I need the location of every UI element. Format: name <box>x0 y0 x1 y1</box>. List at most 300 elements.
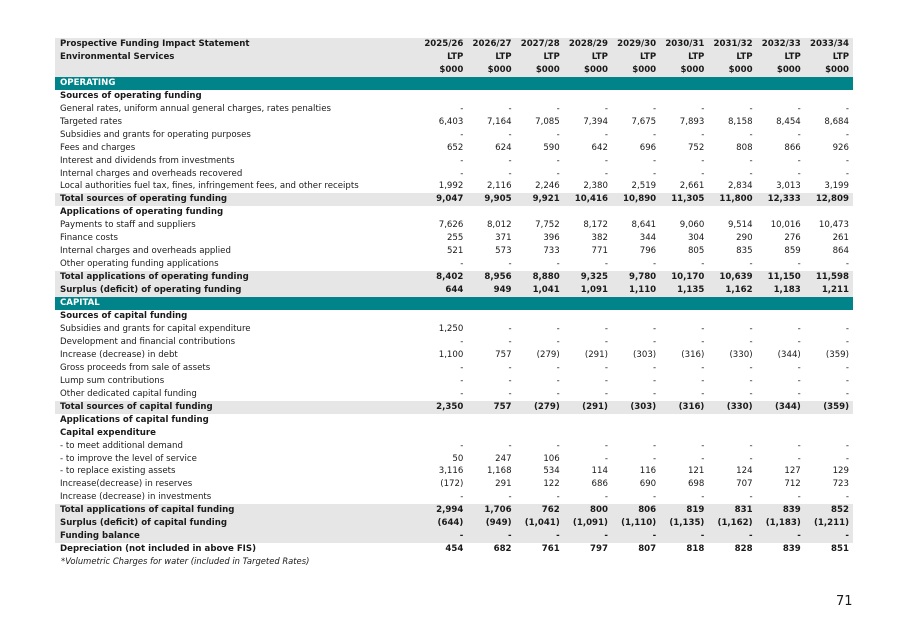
cell-value: - <box>556 129 560 140</box>
cell-value: - <box>508 129 512 140</box>
row-label: Other dedicated capital funding <box>60 388 197 399</box>
cell-value: - <box>845 440 849 451</box>
cell-value <box>660 414 708 427</box>
cell-value: 2,834 <box>727 181 753 192</box>
table-row <box>55 155 853 168</box>
cell-value: - <box>797 388 801 399</box>
cell-value <box>419 310 467 323</box>
row-label: Total sources of operating funding <box>55 193 419 206</box>
year-header: 2033/34 <box>805 38 853 51</box>
cell-value: - <box>604 259 608 270</box>
header-row-units <box>55 64 853 77</box>
cell-value <box>660 310 708 323</box>
cell-value: 9,514 <box>727 220 753 231</box>
row-label: Gross proceeds from sale of assets <box>60 362 211 373</box>
table-row <box>55 180 853 193</box>
cell-value: - <box>460 362 464 373</box>
cell-value: - <box>604 440 608 451</box>
cell-value: - <box>749 129 753 140</box>
cell-value: - <box>508 103 512 114</box>
total-row <box>55 401 853 414</box>
cell-value: 382 <box>591 233 608 244</box>
cell-value <box>660 297 708 310</box>
cell-value <box>612 414 660 427</box>
cell-value: - <box>556 440 560 451</box>
cell-value: - <box>508 336 512 347</box>
cell-value <box>805 206 853 219</box>
table-row <box>55 362 853 375</box>
row-label: Applications of capital funding <box>60 414 209 425</box>
cell-value: - <box>845 103 849 114</box>
cell-value: - <box>797 103 801 114</box>
cell-value: 124 <box>736 466 753 477</box>
cell-value: 2,519 <box>631 181 657 192</box>
table-row <box>55 129 853 142</box>
table-row <box>55 232 853 245</box>
cell-value: - <box>797 168 801 179</box>
cell-value: - <box>701 388 705 399</box>
cell-value: - <box>604 492 608 503</box>
cell-value: 121 <box>687 466 705 477</box>
section-band <box>55 297 853 310</box>
cell-value: (359) <box>825 349 849 360</box>
year-header: 2030/31 <box>660 38 708 51</box>
cell-value <box>564 414 612 427</box>
cell-value: - <box>556 168 560 179</box>
cell-value: - <box>757 530 805 543</box>
cell-value: - <box>604 155 608 166</box>
cell-value: (330) <box>708 401 756 414</box>
cell-value <box>757 427 805 440</box>
cell-value <box>419 427 467 440</box>
cell-value: 757 <box>467 401 515 414</box>
cell-value: - <box>749 168 753 179</box>
cell-value: 796 <box>639 246 657 257</box>
cell-value: 1,168 <box>486 466 512 477</box>
plan-label: LTP <box>467 51 515 64</box>
unit-label: $000 <box>805 64 853 77</box>
cell-value: - <box>556 259 560 270</box>
plan-label: LTP <box>564 51 612 64</box>
cell-value: 818 <box>686 544 705 555</box>
cell-value: 129 <box>832 466 849 477</box>
cell-value: - <box>460 492 464 503</box>
cell-value: 698 <box>687 479 705 490</box>
cell-value: 839 <box>782 544 801 555</box>
unit-label: $000 <box>516 64 564 77</box>
cell-value: 116 <box>639 466 657 477</box>
row-label: Subsidies and grants for capital expenditure <box>60 323 251 334</box>
cell-value: - <box>612 530 660 543</box>
cell-value: - <box>845 155 849 166</box>
cell-value: - <box>749 375 753 386</box>
cell-value <box>612 297 660 310</box>
cell-value: - <box>556 362 560 373</box>
cell-value: 690 <box>639 479 657 490</box>
plan-label: LTP <box>660 51 708 64</box>
cell-value: - <box>749 259 753 270</box>
total-row <box>55 504 853 517</box>
total-row <box>55 284 853 297</box>
cell-value: 521 <box>446 246 464 257</box>
table-row <box>55 336 853 349</box>
row-label: Other operating funding applications <box>60 259 219 270</box>
cell-value <box>660 77 708 90</box>
cell-value: 7,164 <box>486 116 512 127</box>
cell-value <box>467 77 515 90</box>
cell-value: 852 <box>805 504 853 517</box>
cell-value: - <box>749 388 753 399</box>
cell-value: - <box>749 336 753 347</box>
cell-value: - <box>653 103 657 114</box>
cell-value: - <box>845 453 849 464</box>
cell-value <box>419 297 467 310</box>
cell-value: - <box>845 259 849 270</box>
cell-value: - <box>556 155 560 166</box>
cell-value <box>708 77 756 90</box>
cell-value: (279) <box>536 349 560 360</box>
cell-value <box>516 310 564 323</box>
row-label: Sources of capital funding <box>60 311 188 322</box>
cell-value: - <box>653 388 657 399</box>
cell-value: - <box>460 129 464 140</box>
cell-value: 10,473 <box>818 220 849 231</box>
cell-value <box>757 90 805 103</box>
cell-value <box>467 206 515 219</box>
cell-value <box>757 206 805 219</box>
cell-value: 6,403 <box>438 116 464 127</box>
cell-value: - <box>460 440 464 451</box>
cell-value <box>708 414 756 427</box>
cell-value: 851 <box>831 544 849 555</box>
cell-value: - <box>604 375 608 386</box>
cell-value: - <box>460 388 464 399</box>
cell-value: 7,394 <box>583 116 608 127</box>
cell-value <box>419 90 467 103</box>
year-header: 2026/27 <box>467 38 515 51</box>
cell-value: - <box>708 530 756 543</box>
cell-value <box>467 414 515 427</box>
cell-value: 2,994 <box>419 504 467 517</box>
total-row <box>55 193 853 206</box>
cell-value: 839 <box>757 504 805 517</box>
row-label: Internal charges and overheads recovered <box>60 168 243 179</box>
cell-value <box>660 206 708 219</box>
page-number: 71 <box>836 594 853 609</box>
cell-value: - <box>604 129 608 140</box>
cell-value: - <box>653 375 657 386</box>
table-row <box>55 168 853 181</box>
cell-value: 8,012 <box>486 220 512 231</box>
cell-value: 7,893 <box>679 116 705 127</box>
cell-value: - <box>508 155 512 166</box>
cell-value <box>564 427 612 440</box>
cell-value: - <box>516 530 564 543</box>
cell-value: - <box>653 168 657 179</box>
cell-value: 10,890 <box>612 193 660 206</box>
cell-value: - <box>845 375 849 386</box>
cell-value: 1,100 <box>438 349 464 360</box>
cell-value: - <box>701 375 705 386</box>
table-row <box>55 219 853 232</box>
row-label: Increase (decrease) in investments <box>60 492 212 503</box>
cell-value <box>612 77 660 90</box>
cell-value: 926 <box>832 142 849 153</box>
cell-value: - <box>508 388 512 399</box>
cell-value: 1,135 <box>660 284 708 297</box>
cell-value: - <box>797 323 801 334</box>
unit-label: $000 <box>419 64 467 77</box>
year-header: 2032/33 <box>757 38 805 51</box>
cell-value: - <box>797 336 801 347</box>
cell-value: - <box>845 336 849 347</box>
table-row <box>55 388 853 401</box>
cell-value: 290 <box>736 233 753 244</box>
cell-value: (359) <box>805 401 853 414</box>
table-row <box>55 543 853 556</box>
cell-value <box>467 310 515 323</box>
cell-value: - <box>460 336 464 347</box>
cell-value <box>564 90 612 103</box>
cell-value <box>757 77 805 90</box>
cell-value: 11,800 <box>708 193 756 206</box>
cell-value: (1,183) <box>757 517 805 530</box>
year-header: 2028/29 <box>564 38 612 51</box>
cell-value: 304 <box>687 233 705 244</box>
cell-value <box>419 414 467 427</box>
cell-value: - <box>797 129 801 140</box>
row-label: Development and financial contributions <box>60 336 236 347</box>
row-label: Total sources of capital funding <box>55 401 419 414</box>
cell-value: 9,047 <box>419 193 467 206</box>
row-label: Capital expenditure <box>60 427 156 438</box>
cell-value: 8,402 <box>419 271 467 284</box>
unit-label: $000 <box>612 64 660 77</box>
cell-value: - <box>556 323 560 334</box>
cell-value: - <box>564 530 612 543</box>
cell-value: - <box>701 129 705 140</box>
cell-value <box>467 427 515 440</box>
cell-value: - <box>508 323 512 334</box>
cell-value: 344 <box>639 233 657 244</box>
cell-value: 1,041 <box>516 284 564 297</box>
cell-value: (344) <box>757 401 805 414</box>
cell-value: 712 <box>784 479 801 490</box>
total-row <box>55 271 853 284</box>
cell-value: 752 <box>687 142 705 153</box>
cell-value: - <box>701 323 705 334</box>
cell-value: (1,041) <box>516 517 564 530</box>
cell-value: 9,921 <box>516 193 564 206</box>
cell-value: - <box>845 129 849 140</box>
cell-value: 11,150 <box>757 271 805 284</box>
cell-value <box>805 310 853 323</box>
cell-value: 807 <box>638 544 657 555</box>
cell-value <box>516 77 564 90</box>
cell-value: 255 <box>446 233 464 244</box>
cell-value: (949) <box>467 517 515 530</box>
section-subheading <box>55 414 853 427</box>
cell-value: - <box>797 362 801 373</box>
cell-value: 831 <box>708 504 756 517</box>
cell-value: 10,416 <box>564 193 612 206</box>
plan-label: LTP <box>516 51 564 64</box>
cell-value: 122 <box>543 479 560 490</box>
cell-value: 682 <box>493 544 512 555</box>
section-subheading <box>55 427 853 440</box>
row-label: Internal charges and overheads applied <box>60 246 231 257</box>
cell-value: 573 <box>495 246 512 257</box>
cell-value: 1,091 <box>564 284 612 297</box>
row-label: Funding balance <box>55 530 419 543</box>
cell-value: - <box>845 168 849 179</box>
cell-value: (303) <box>633 349 657 360</box>
cell-value: 1,110 <box>612 284 660 297</box>
row-label: Total applications of operating funding <box>55 271 419 284</box>
cell-value <box>805 90 853 103</box>
cell-value: (1,211) <box>805 517 853 530</box>
cell-value: 10,170 <box>660 271 708 284</box>
cell-value: 761 <box>541 544 560 555</box>
cell-value: - <box>556 103 560 114</box>
funding-impact-table <box>55 38 853 556</box>
cell-value <box>564 297 612 310</box>
row-label: OPERATING <box>55 77 419 90</box>
cell-value: - <box>805 530 853 543</box>
cell-value: - <box>604 362 608 373</box>
cell-value <box>805 427 853 440</box>
cell-value: - <box>749 323 753 334</box>
cell-value: (1,091) <box>564 517 612 530</box>
cell-value: (303) <box>612 401 660 414</box>
row-label: - to meet additional demand <box>60 440 183 451</box>
cell-value: - <box>749 155 753 166</box>
row-label: Total applications of capital funding <box>55 504 419 517</box>
cell-value: 762 <box>516 504 564 517</box>
cell-value <box>708 427 756 440</box>
cell-value: - <box>508 375 512 386</box>
cell-value: - <box>701 492 705 503</box>
cell-value: - <box>845 362 849 373</box>
cell-value <box>516 297 564 310</box>
plan-label: LTP <box>757 51 805 64</box>
cell-value: - <box>653 440 657 451</box>
table-row <box>55 349 853 362</box>
cell-value <box>564 310 612 323</box>
table-row <box>55 258 853 271</box>
cell-value: - <box>556 336 560 347</box>
cell-value: 3,116 <box>438 466 464 477</box>
cell-value <box>467 297 515 310</box>
cell-value: - <box>701 440 705 451</box>
table-row <box>55 491 853 504</box>
cell-value: 642 <box>591 142 608 153</box>
cell-value: 371 <box>495 233 512 244</box>
header-label: Environmental Services <box>55 51 419 64</box>
cell-value: - <box>797 155 801 166</box>
cell-value: 8,956 <box>467 271 515 284</box>
cell-value <box>757 297 805 310</box>
cell-value: (1,110) <box>612 517 660 530</box>
cell-value: - <box>604 453 608 464</box>
table-row <box>55 245 853 258</box>
row-label: General rates, uniform annual general charges, rates penalties <box>60 103 331 114</box>
table-row <box>55 375 853 388</box>
cell-value <box>467 90 515 103</box>
cell-value <box>612 206 660 219</box>
cell-value: 114 <box>591 466 608 477</box>
cell-value <box>805 414 853 427</box>
cell-value: 590 <box>543 142 560 153</box>
row-label: Surplus (deficit) of operating funding <box>55 284 419 297</box>
cell-value: - <box>508 168 512 179</box>
row-label: Applications of operating funding <box>60 207 224 218</box>
cell-value: 707 <box>736 479 753 490</box>
cell-value <box>708 297 756 310</box>
row-label: Increase (decrease) in debt <box>60 349 178 360</box>
cell-value: 686 <box>591 479 608 490</box>
cell-value: - <box>604 168 608 179</box>
cell-value: - <box>508 362 512 373</box>
cell-value: 9,780 <box>612 271 660 284</box>
cell-value: - <box>460 155 464 166</box>
cell-value: - <box>604 336 608 347</box>
row-label: Interest and dividends from investments <box>60 155 235 166</box>
cell-value: 10,016 <box>770 220 801 231</box>
cell-value <box>419 77 467 90</box>
cell-value: 7,675 <box>631 116 657 127</box>
cell-value: - <box>460 259 464 270</box>
cell-value: 797 <box>590 544 608 555</box>
cell-value <box>516 427 564 440</box>
cell-value: - <box>604 103 608 114</box>
row-label: - to improve the level of service <box>60 453 197 464</box>
cell-value: 1,992 <box>438 181 464 192</box>
cell-value: 247 <box>495 453 512 464</box>
cell-value: 9,905 <box>467 193 515 206</box>
header-label: Prospective Funding Impact Statement <box>55 38 419 51</box>
cell-value: 8,172 <box>583 220 608 231</box>
plan-label: LTP <box>805 51 853 64</box>
row-label: Surplus (deficit) of capital funding <box>55 517 419 530</box>
cell-value: 50 <box>452 453 464 464</box>
cell-value: 7,626 <box>438 220 464 231</box>
cell-value <box>660 90 708 103</box>
header-label <box>55 64 419 77</box>
row-label: Finance costs <box>60 233 118 244</box>
header-row-subtitle <box>55 51 853 64</box>
cell-value <box>708 206 756 219</box>
cell-value: - <box>653 259 657 270</box>
cell-value: - <box>797 440 801 451</box>
cell-value: - <box>749 440 753 451</box>
cell-value: (344) <box>777 349 801 360</box>
year-header: 2031/32 <box>708 38 756 51</box>
cell-value <box>516 206 564 219</box>
cell-value: - <box>653 336 657 347</box>
row-label: Targeted rates <box>60 116 122 127</box>
cell-value: 11,598 <box>805 271 853 284</box>
table-row <box>55 103 853 116</box>
cell-value <box>757 310 805 323</box>
cell-value: - <box>701 168 705 179</box>
section-subheading <box>55 90 853 103</box>
unit-label: $000 <box>757 64 805 77</box>
cell-value: 261 <box>832 233 849 244</box>
cell-value: 771 <box>591 246 608 257</box>
cell-value: - <box>749 492 753 503</box>
cell-value: (279) <box>516 401 564 414</box>
